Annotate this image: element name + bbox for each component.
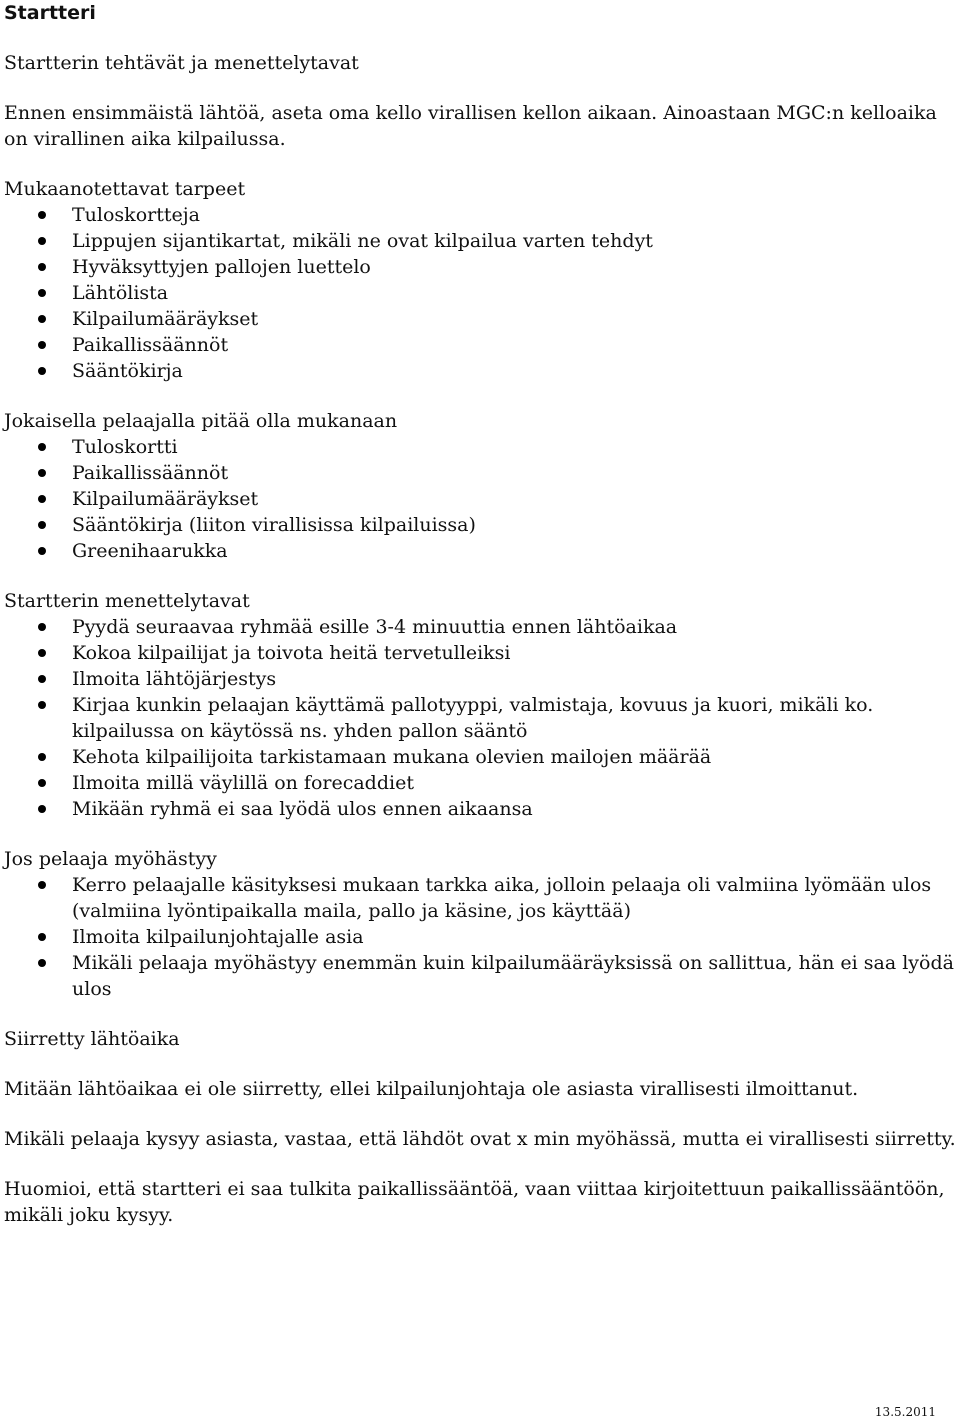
moved-paragraph-2: Mikäli pelaaja kysyy asiasta, vastaa, että lähdöt ovat x min myöhässä, mutta ei virallisesti siirretty. [4, 1128, 956, 1150]
document-page [4, 0, 958, 1228]
players-heading: Jokaisella pelaajalla pitää olla mukanaan [4, 410, 398, 432]
tasks-heading: Startterin tehtävät ja menettelytavat [4, 52, 359, 74]
list-item: Pyydä seuraavaa ryhmää esille 3-4 minuuttia ennen lähtöaikaa [4, 614, 958, 640]
list-item: Greenihaarukka [4, 538, 958, 564]
list-item: Ilmoita lähtöjärjestys [4, 666, 958, 692]
list-item: Tuloskortteja [4, 202, 958, 228]
moved-paragraph-1: Mitään lähtöaikaa ei ole siirretty, ellei kilpailunjohtaja ole asiasta virallisesti ilmoittanut. [4, 1078, 859, 1100]
list-item: Sääntökirja [4, 358, 958, 384]
procedures-list [4, 614, 958, 822]
list-item: Paikallissäännöt [4, 460, 958, 486]
list-item: Tuloskortti [4, 434, 958, 460]
moved-heading: Siirretty lähtöaika [4, 1028, 180, 1050]
list-item: Lähtölista [4, 280, 958, 306]
list-item: Kokoa kilpailijat ja toivota heitä tervetulleiksi [4, 640, 958, 666]
list-item: Kilpailumääräykset [4, 486, 958, 512]
players-list [4, 434, 958, 564]
page-title: Startteri [4, 2, 96, 24]
list-item: Mikäli pelaaja myöhästyy enemmän kuin kilpailumääräyksissä on sallittua, hän ei saa lyödä ulos [4, 950, 958, 1002]
list-item: Kerro pelaajalle käsityksesi mukaan tarkka aika, jolloin pelaaja oli valmiina lyömään ulos (valmiina lyöntipaikalla maila, pallo ja käsine, jos käyttää) [4, 872, 958, 924]
list-item: Mikään ryhmä ei saa lyödä ulos ennen aikaansa [4, 796, 958, 822]
items-heading: Mukaanotettavat tarpeet [4, 178, 246, 200]
list-item: Kehota kilpailijoita tarkistamaan mukana olevien mailojen määrää [4, 744, 958, 770]
list-item: Kilpailumääräykset [4, 306, 958, 332]
list-item: Kirjaa kunkin pelaajan käyttämä pallotyyppi, valmistaja, kovuus ja kuori, mikäli ko. kilpailussa on käytössä ns. yhden pallon sääntö [4, 692, 958, 744]
procedures-heading: Startterin menettelytavat [4, 590, 250, 612]
items-list [4, 202, 958, 384]
list-item: Ilmoita kilpailunjohtajalle asia [4, 924, 958, 950]
list-item: Paikallissäännöt [4, 332, 958, 358]
clock-paragraph: Ennen ensimmäistä lähtöä, aseta oma kello virallisen kellon aikaan. Ainoastaan MGC:n kelloaika on virallinen aika kilpailussa. [4, 102, 937, 150]
late-list [4, 872, 958, 1002]
footer-date: 13.5.2011 [874, 1405, 936, 1419]
list-item: Hyväksyttyjen pallojen luettelo [4, 254, 958, 280]
list-item: Ilmoita millä väylillä on forecaddiet [4, 770, 958, 796]
note-paragraph: Huomioi, että startteri ei saa tulkita paikallissääntöä, vaan viittaa kirjoitettuun paikallissääntöön, mikäli joku kysyy. [4, 1178, 945, 1226]
list-item: Sääntökirja (liiton virallisissa kilpailuissa) [4, 512, 958, 538]
late-heading: Jos pelaaja myöhästyy [4, 848, 217, 870]
list-item: Lippujen sijantikartat, mikäli ne ovat kilpailua varten tehdyt [4, 228, 958, 254]
